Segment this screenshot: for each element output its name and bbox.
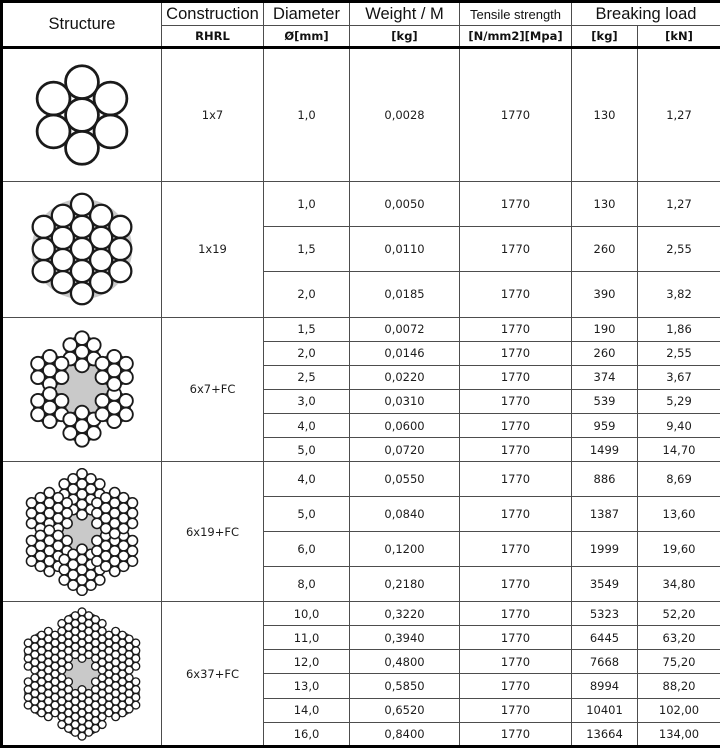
diameter-cell: 4,0 (264, 462, 350, 497)
construction-cell: 6x37+FC (162, 602, 264, 747)
breaking-kg-cell: 1999 (572, 532, 638, 567)
weight-cell: 0,0146 (350, 341, 460, 365)
diameter-cell: 2,0 (264, 272, 350, 317)
diameter-cell: 14,0 (264, 698, 350, 722)
diameter-cell: 16,0 (264, 722, 350, 746)
col-header-weight: Weight / M (350, 2, 460, 26)
breaking-kn-cell: 3,82 (638, 272, 720, 317)
spec-row (2, 48, 720, 182)
diameter-cell: 3,0 (264, 389, 350, 413)
breaking-kg-cell: 3549 (572, 567, 638, 602)
breaking-kg-cell: 390 (572, 272, 638, 317)
weight-cell: 0,0028 (350, 48, 460, 182)
rope-cross-section-icon (15, 607, 149, 741)
weight-cell: 0,3220 (350, 602, 460, 626)
breaking-kg-cell: 130 (572, 48, 638, 182)
col-header-tensile: Tensile strength (460, 2, 572, 26)
tensile-cell: 1770 (460, 532, 572, 567)
structure-diagram-1x19 (2, 181, 162, 317)
tensile-cell: 1770 (460, 227, 572, 272)
breaking-kn-cell: 9,40 (638, 414, 720, 438)
breaking-kg-cell: 8994 (572, 674, 638, 698)
weight-cell: 0,6520 (350, 698, 460, 722)
col-header-construction: Construction (162, 2, 264, 26)
breaking-kg-cell: 539 (572, 389, 638, 413)
breaking-kg-cell: 130 (572, 181, 638, 226)
breaking-kn-cell: 102,00 (638, 698, 720, 722)
tensile-cell: 1770 (460, 48, 572, 182)
weight-cell: 0,0720 (350, 438, 460, 462)
weight-cell: 0,0600 (350, 414, 460, 438)
breaking-kn-cell: 13,60 (638, 497, 720, 532)
weight-cell: 0,1200 (350, 532, 460, 567)
tensile-cell: 1770 (460, 272, 572, 317)
breaking-kn-cell: 75,20 (638, 650, 720, 674)
breaking-kg-cell: 1499 (572, 438, 638, 462)
breaking-kg-cell: 7668 (572, 650, 638, 674)
tensile-cell: 1770 (460, 602, 572, 626)
breaking-kn-cell: 1,27 (638, 181, 720, 226)
weight-cell: 0,5850 (350, 674, 460, 698)
spec-row (2, 602, 720, 626)
spec-row (2, 462, 720, 497)
col-header-breaking: Breaking load (572, 2, 720, 26)
structure-diagram-1x7 (2, 48, 162, 182)
tensile-cell: 1770 (460, 462, 572, 497)
breaking-kg-cell: 260 (572, 227, 638, 272)
diameter-cell: 11,0 (264, 626, 350, 650)
construction-cell: 6x7+FC (162, 317, 264, 462)
diameter-cell: 10,0 (264, 602, 350, 626)
breaking-kn-cell: 8,69 (638, 462, 720, 497)
diameter-cell: 1,5 (264, 227, 350, 272)
tensile-cell: 1770 (460, 567, 572, 602)
breaking-kn-cell: 5,29 (638, 389, 720, 413)
diameter-cell: 5,0 (264, 438, 350, 462)
spec-row (2, 317, 720, 341)
breaking-kn-cell: 34,80 (638, 567, 720, 602)
table-body (2, 48, 720, 747)
breaking-kg-cell: 13664 (572, 722, 638, 746)
tensile-cell: 1770 (460, 497, 572, 532)
breaking-kn-cell: 19,60 (638, 532, 720, 567)
tensile-cell: 1770 (460, 626, 572, 650)
rope-cross-section-icon (20, 327, 144, 451)
tensile-cell: 1770 (460, 341, 572, 365)
weight-cell: 0,0110 (350, 227, 460, 272)
breaking-kn-cell: 134,00 (638, 722, 720, 746)
diameter-cell: 1,5 (264, 317, 350, 341)
breaking-kn-cell: 1,27 (638, 48, 720, 182)
diameter-cell: 13,0 (264, 674, 350, 698)
breaking-kg-cell: 6445 (572, 626, 638, 650)
diameter-cell: 8,0 (264, 567, 350, 602)
breaking-kn-cell: 3,67 (638, 365, 720, 389)
col-subheader-rhrl: RHRL (162, 26, 264, 48)
weight-cell: 0,0072 (350, 317, 460, 341)
rope-cross-section-icon (29, 62, 135, 168)
breaking-kg-cell: 886 (572, 462, 638, 497)
diameter-cell: 12,0 (264, 650, 350, 674)
structure-diagram-6x7+FC (2, 317, 162, 462)
breaking-kg-cell: 10401 (572, 698, 638, 722)
diameter-cell: 2,5 (264, 365, 350, 389)
col-subheader-breaking-kn: [kN] (638, 26, 720, 48)
breaking-kn-cell: 2,55 (638, 227, 720, 272)
breaking-kg-cell: 190 (572, 317, 638, 341)
diameter-cell: 4,0 (264, 414, 350, 438)
weight-cell: 0,0220 (350, 365, 460, 389)
col-subheader-diameter-unit: Ø[mm] (264, 26, 350, 48)
breaking-kg-cell: 1387 (572, 497, 638, 532)
breaking-kg-cell: 959 (572, 414, 638, 438)
construction-cell: 6x19+FC (162, 462, 264, 602)
spec-row (2, 181, 720, 226)
col-header-structure: Structure (2, 2, 162, 48)
breaking-kn-cell: 88,20 (638, 674, 720, 698)
weight-cell: 0,2180 (350, 567, 460, 602)
diameter-cell: 2,0 (264, 341, 350, 365)
breaking-kn-cell: 52,20 (638, 602, 720, 626)
tensile-cell: 1770 (460, 181, 572, 226)
table-header (2, 2, 720, 48)
tensile-cell: 1770 (460, 650, 572, 674)
weight-cell: 0,0840 (350, 497, 460, 532)
breaking-kg-cell: 374 (572, 365, 638, 389)
diameter-cell: 6,0 (264, 532, 350, 567)
tensile-cell: 1770 (460, 438, 572, 462)
breaking-kn-cell: 63,20 (638, 626, 720, 650)
weight-cell: 0,0550 (350, 462, 460, 497)
tensile-cell: 1770 (460, 674, 572, 698)
weight-cell: 0,0185 (350, 272, 460, 317)
rope-cross-section-icon (18, 468, 146, 596)
diameter-cell: 1,0 (264, 181, 350, 226)
tensile-cell: 1770 (460, 722, 572, 746)
weight-cell: 0,3940 (350, 626, 460, 650)
rope-cross-section-icon (25, 192, 139, 306)
tensile-cell: 1770 (460, 389, 572, 413)
structure-diagram-6x19+FC (2, 462, 162, 602)
structure-diagram-6x37+FC (2, 602, 162, 747)
tensile-cell: 1770 (460, 698, 572, 722)
tensile-cell: 1770 (460, 317, 572, 341)
tensile-cell: 1770 (460, 365, 572, 389)
construction-cell: 1x19 (162, 181, 264, 317)
weight-cell: 0,8400 (350, 722, 460, 746)
weight-cell: 0,4800 (350, 650, 460, 674)
col-header-diameter: Diameter (264, 2, 350, 26)
weight-cell: 0,0310 (350, 389, 460, 413)
construction-cell: 1x7 (162, 48, 264, 182)
diameter-cell: 1,0 (264, 48, 350, 182)
col-subheader-weight-unit: [kg] (350, 26, 460, 48)
weight-cell: 0,0050 (350, 181, 460, 226)
breaking-kn-cell: 1,86 (638, 317, 720, 341)
col-subheader-breaking-kg: [kg] (572, 26, 638, 48)
col-subheader-tensile-unit: [N/mm2][Mpa] (460, 26, 572, 48)
diameter-cell: 5,0 (264, 497, 350, 532)
breaking-kn-cell: 2,55 (638, 341, 720, 365)
breaking-kg-cell: 260 (572, 341, 638, 365)
breaking-kg-cell: 5323 (572, 602, 638, 626)
breaking-kn-cell: 14,70 (638, 438, 720, 462)
tensile-cell: 1770 (460, 414, 572, 438)
